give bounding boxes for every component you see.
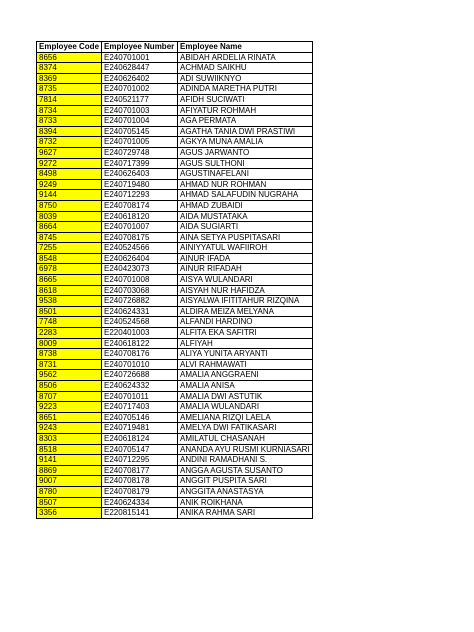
employee-code-cell[interactable]: 8734 [37, 105, 102, 116]
employee-name-cell[interactable]: AMELIANA RIZQI LAELA [178, 412, 313, 423]
table-row [37, 476, 313, 487]
employee-table [36, 41, 313, 519]
employee-code-cell[interactable]: 9223 [37, 402, 102, 413]
employee-number-cell[interactable]: E240717403 [102, 402, 178, 413]
employee-name-cell[interactable]: ANIKA RAHMA SARI [178, 508, 313, 519]
employee-name-cell[interactable]: AIDA SUGIARTI [178, 222, 313, 233]
header-employee-number[interactable]: Employee Number [102, 42, 178, 53]
employee-name-cell[interactable]: ALIYA YUNITA ARYANTI [178, 349, 313, 360]
employee-number-cell[interactable]: E240618124 [102, 433, 178, 444]
employee-code-cell[interactable]: 8750 [37, 200, 102, 211]
table-row [37, 338, 313, 349]
table-row [37, 444, 313, 455]
table-row [37, 63, 313, 74]
table-row [37, 126, 313, 137]
employee-code-cell[interactable]: 8869 [37, 465, 102, 476]
employee-code-cell[interactable]: 8507 [37, 497, 102, 508]
employee-code-cell[interactable]: 9627 [37, 147, 102, 158]
employee-name-cell[interactable]: ANIK ROIKHANA [178, 497, 313, 508]
table-row [37, 423, 313, 434]
employee-number-cell[interactable]: E240705147 [102, 444, 178, 455]
table-row [37, 253, 313, 264]
employee-code-cell[interactable]: 7748 [37, 317, 102, 328]
employee-number-cell[interactable]: E240708176 [102, 349, 178, 360]
employee-name-cell[interactable]: ABIDAH ARDELIA RINATA [178, 52, 313, 63]
header-row [37, 42, 313, 53]
table-row [37, 211, 313, 222]
employee-code-cell[interactable]: 8707 [37, 391, 102, 402]
employee-number-cell[interactable]: E240708179 [102, 486, 178, 497]
employee-number-cell[interactable]: E240708174 [102, 200, 178, 211]
employee-number-cell[interactable]: E240701007 [102, 222, 178, 233]
employee-name-cell[interactable]: ALDIRA MEIZA MELYANA [178, 306, 313, 317]
table-row [37, 243, 313, 254]
table-row [37, 508, 313, 519]
employee-code-cell[interactable]: 8303 [37, 433, 102, 444]
employee-code-cell[interactable]: 6978 [37, 264, 102, 275]
table-row [37, 264, 313, 275]
employee-name-cell[interactable]: AHMAD ZUBAIDI [178, 200, 313, 211]
table-body [37, 52, 313, 518]
table-row [37, 285, 313, 296]
employee-code-cell[interactable]: 9243 [37, 423, 102, 434]
employee-number-cell[interactable]: E240726882 [102, 296, 178, 307]
employee-code-cell[interactable]: 7814 [37, 94, 102, 105]
employee-code-cell[interactable]: 8039 [37, 211, 102, 222]
table-row [37, 147, 313, 158]
employee-code-cell[interactable]: 8618 [37, 285, 102, 296]
employee-name-cell[interactable]: AMALIA ANGGRAENI [178, 370, 313, 381]
table-row [37, 200, 313, 211]
employee-name-cell[interactable]: AHMAD SALAFUDIN NUGRAHA [178, 190, 313, 201]
table-row [37, 381, 313, 392]
employee-number-cell[interactable]: E240618120 [102, 211, 178, 222]
employee-number-cell[interactable]: E220815141 [102, 508, 178, 519]
employee-code-cell[interactable]: 8009 [37, 338, 102, 349]
table-row [37, 306, 313, 317]
employee-number-cell[interactable]: E240708178 [102, 476, 178, 487]
employee-number-cell[interactable]: E240719480 [102, 179, 178, 190]
employee-number-cell[interactable]: E240703068 [102, 285, 178, 296]
employee-name-cell[interactable]: AISYAH NUR HAFIDZA [178, 285, 313, 296]
employee-number-cell[interactable]: E240701008 [102, 275, 178, 286]
table-row [37, 84, 313, 95]
employee-code-cell[interactable]: 8738 [37, 349, 102, 360]
employee-code-cell[interactable]: 9562 [37, 370, 102, 381]
employee-code-cell[interactable]: 9272 [37, 158, 102, 169]
table-row [37, 116, 313, 127]
table-row [37, 158, 313, 169]
table-row [37, 486, 313, 497]
table-row [37, 52, 313, 63]
employee-name-cell[interactable]: AISYA WULANDARI [178, 275, 313, 286]
table-row [37, 190, 313, 201]
table-row [37, 222, 313, 233]
table-row [37, 232, 313, 243]
employee-code-cell[interactable]: 8518 [37, 444, 102, 455]
employee-code-cell[interactable]: 8506 [37, 381, 102, 392]
employee-name-cell[interactable]: ALFANDI HARDINO [178, 317, 313, 328]
employee-code-cell[interactable]: 8374 [37, 63, 102, 74]
employee-number-cell[interactable]: E240524568 [102, 317, 178, 328]
table-row [37, 94, 313, 105]
employee-name-cell[interactable]: ANGGIT PUSPITA SARI [178, 476, 313, 487]
employee-name-cell[interactable]: ANGGA AGUSTA SUSANTO [178, 465, 313, 476]
table-row [37, 275, 313, 286]
employee-name-cell[interactable]: ANGGITA ANASTASYA [178, 486, 313, 497]
employee-name-cell[interactable]: AGATHA TANIA DWI PRASTIWI [178, 126, 313, 137]
employee-name-cell[interactable]: AISYALWA IFITITAHUR RIZQINA [178, 296, 313, 307]
employee-name-cell[interactable]: ACHMAD SAIKHU [178, 63, 313, 74]
employee-number-cell[interactable]: E240423073 [102, 264, 178, 275]
employee-name-cell[interactable]: AMALIA ANISA [178, 381, 313, 392]
employee-name-cell[interactable]: ALFIYAH [178, 338, 313, 349]
employee-name-cell[interactable]: AGKYA MUNA AMALIA [178, 137, 313, 148]
table-row [37, 359, 313, 370]
employee-name-cell[interactable]: ADINDA MARETHA PUTRI [178, 84, 313, 95]
employee-number-cell[interactable]: E240701001 [102, 52, 178, 63]
employee-name-cell[interactable]: AINA SETYA PUSPITASARI [178, 232, 313, 243]
employee-code-cell[interactable]: 8548 [37, 253, 102, 264]
table-row [37, 402, 313, 413]
employee-number-cell[interactable]: E240705146 [102, 412, 178, 423]
employee-number-cell[interactable]: E240712293 [102, 190, 178, 201]
employee-name-cell[interactable]: ANANDA AYU RUSMI KURNIASARI [178, 444, 313, 455]
table-row [37, 328, 313, 339]
employee-name-cell[interactable]: AMALIA DWI ASTUTIK [178, 391, 313, 402]
employee-number-cell[interactable]: E240521177 [102, 94, 178, 105]
employee-code-cell[interactable]: 8731 [37, 359, 102, 370]
employee-code-cell[interactable]: 8394 [37, 126, 102, 137]
employee-number-cell[interactable]: E240626402 [102, 73, 178, 84]
table-row [37, 412, 313, 423]
employee-code-cell[interactable]: 8780 [37, 486, 102, 497]
table-row [37, 497, 313, 508]
employee-code-cell[interactable]: 8651 [37, 412, 102, 423]
employee-number-cell[interactable]: E240626403 [102, 169, 178, 180]
employee-number-cell[interactable]: E240701004 [102, 116, 178, 127]
employee-number-cell[interactable]: E240717399 [102, 158, 178, 169]
employee-number-cell[interactable]: E240626404 [102, 253, 178, 264]
table-row [37, 391, 313, 402]
employee-code-cell[interactable]: 8656 [37, 52, 102, 63]
employee-code-cell[interactable]: 8501 [37, 306, 102, 317]
employee-code-cell[interactable]: 8735 [37, 84, 102, 95]
employee-name-cell[interactable]: AFIDH SUCIWATI [178, 94, 313, 105]
employee-number-cell[interactable]: E240719481 [102, 423, 178, 434]
employee-code-cell[interactable]: 8498 [37, 169, 102, 180]
employee-code-cell[interactable]: 3356 [37, 508, 102, 519]
table-row [37, 317, 313, 328]
employee-name-cell[interactable]: ADI SUWIIKNYO [178, 73, 313, 84]
employee-number-cell[interactable]: E240624331 [102, 306, 178, 317]
employee-name-cell[interactable]: AINIYYATUL WAFIIROH [178, 243, 313, 254]
employee-code-cell[interactable]: 8664 [37, 222, 102, 233]
employee-code-cell[interactable]: 9538 [37, 296, 102, 307]
employee-name-cell[interactable]: AGUS SULTHONI [178, 158, 313, 169]
employee-number-cell[interactable]: E240701010 [102, 359, 178, 370]
employee-code-cell[interactable]: 8665 [37, 275, 102, 286]
employee-name-cell[interactable]: ALFITA EKA SAFITRI [178, 328, 313, 339]
employee-code-cell[interactable]: 8733 [37, 116, 102, 127]
employee-number-cell[interactable]: E240701005 [102, 137, 178, 148]
table-row [37, 465, 313, 476]
employee-name-cell[interactable]: ANDINI RAMADHANI S. [178, 455, 313, 466]
table-row [37, 433, 313, 444]
employee-code-cell[interactable]: 9144 [37, 190, 102, 201]
employee-number-cell[interactable]: E240712295 [102, 455, 178, 466]
table-row [37, 73, 313, 84]
employee-name-cell[interactable]: ALVI RAHMAWATI [178, 359, 313, 370]
employee-number-cell[interactable]: E240729748 [102, 147, 178, 158]
employee-name-cell[interactable]: AMELYA DWI FATIKASARI [178, 423, 313, 434]
employee-code-cell[interactable]: 8369 [37, 73, 102, 84]
employee-number-cell[interactable]: E220401003 [102, 328, 178, 339]
employee-code-cell[interactable]: 9007 [37, 476, 102, 487]
table-row [37, 105, 313, 116]
employee-number-cell[interactable]: E240524566 [102, 243, 178, 254]
employee-number-cell[interactable]: E240628447 [102, 63, 178, 74]
employee-number-cell[interactable]: E240618122 [102, 338, 178, 349]
employee-code-cell[interactable]: 8745 [37, 232, 102, 243]
employee-name-cell[interactable]: AFIYATUR ROHMAH [178, 105, 313, 116]
employee-code-cell[interactable]: 7255 [37, 243, 102, 254]
table-row [37, 179, 313, 190]
employee-number-cell[interactable]: E240726688 [102, 370, 178, 381]
employee-number-cell[interactable]: E240624332 [102, 381, 178, 392]
employee-name-cell[interactable]: AMILATUL CHASANAH [178, 433, 313, 444]
table-row [37, 296, 313, 307]
header-employee-name[interactable]: Employee Name [178, 42, 313, 53]
employee-name-cell[interactable]: AINUR IFADA [178, 253, 313, 264]
table-row [37, 169, 313, 180]
employee-code-cell[interactable]: 9141 [37, 455, 102, 466]
header-employee-code[interactable]: Employee Code [37, 42, 102, 53]
table-row [37, 349, 313, 360]
employee-number-cell[interactable]: E240708177 [102, 465, 178, 476]
employee-name-cell[interactable]: AHMAD NUR ROHMAN [178, 179, 313, 190]
table-row [37, 455, 313, 466]
employee-name-cell[interactable]: AGA PERMATA [178, 116, 313, 127]
employee-number-cell[interactable]: E240705145 [102, 126, 178, 137]
employee-number-cell[interactable]: E240701011 [102, 391, 178, 402]
table-row [37, 370, 313, 381]
employee-name-cell[interactable]: AINUR RIFADAH [178, 264, 313, 275]
employee-code-cell[interactable]: 8732 [37, 137, 102, 148]
employee-number-cell[interactable]: E240624334 [102, 497, 178, 508]
employee-number-cell[interactable]: E240701002 [102, 84, 178, 95]
employee-code-cell[interactable]: 2283 [37, 328, 102, 339]
employee-name-cell[interactable]: AGUSTINAFELANI [178, 169, 313, 180]
table-row [37, 137, 313, 148]
employee-number-cell[interactable]: E240708175 [102, 232, 178, 243]
employee-name-cell[interactable]: AGUS JARWANTO [178, 147, 313, 158]
employee-number-cell[interactable]: E240701003 [102, 105, 178, 116]
employee-name-cell[interactable]: AMALIA WULANDARI [178, 402, 313, 413]
employee-code-cell[interactable]: 9249 [37, 179, 102, 190]
employee-name-cell[interactable]: AIDA MUSTATAKA [178, 211, 313, 222]
